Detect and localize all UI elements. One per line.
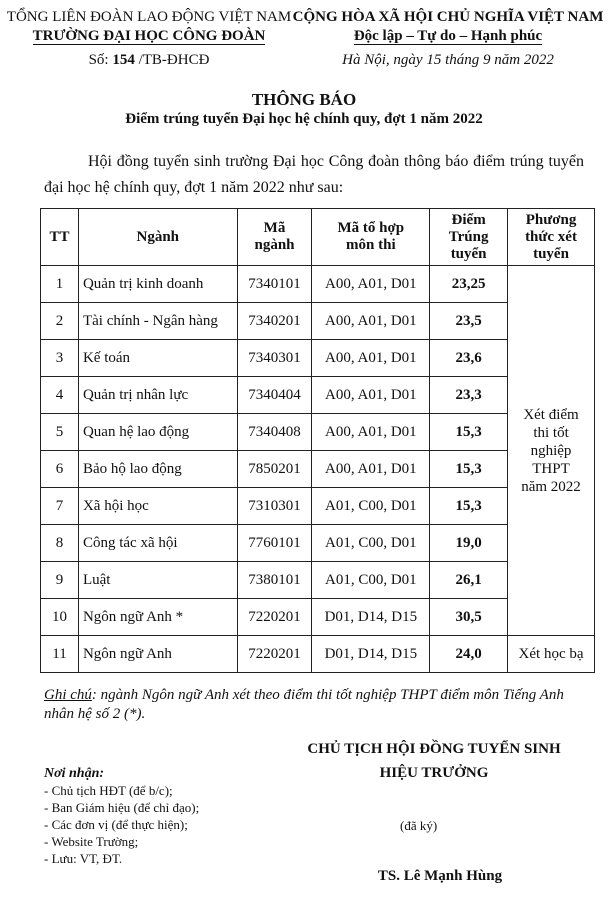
table-row bbox=[41, 636, 595, 673]
issue-date: Hà Nội, ngày 15 tháng 9 năm 2022 bbox=[342, 52, 554, 68]
footnote-text: : ngành Ngôn ngữ Anh xét theo điểm thi tốt nghiệp THPT điểm môn Tiếng Anh nhân hệ số 2 (*). bbox=[44, 687, 564, 722]
document-subtitle: Điểm trúng tuyển Đại học hệ chính quy, đợt 1 năm 2022 bbox=[125, 111, 483, 127]
cell-major: Ngôn ngữ Anh * bbox=[78, 599, 237, 636]
cell-score: 23,25 bbox=[430, 266, 508, 303]
cell-code: 7340404 bbox=[237, 377, 312, 414]
cell-score: 15,3 bbox=[430, 488, 508, 525]
cell-code: 7760101 bbox=[237, 525, 312, 562]
cell-major: Quản trị nhân lực bbox=[78, 377, 237, 414]
cell-combo: A00, A01, D01 bbox=[312, 377, 430, 414]
cell-combo: A00, A01, D01 bbox=[312, 451, 430, 488]
cell-tt: 10 bbox=[41, 599, 79, 636]
cell-tt: 1 bbox=[41, 266, 79, 303]
cell-tt: 3 bbox=[41, 340, 79, 377]
cell-score: 15,3 bbox=[430, 451, 508, 488]
cell-combo: D01, D14, D15 bbox=[312, 636, 430, 673]
header-tt: TT bbox=[41, 209, 79, 266]
issuer-name: TRƯỜNG ĐẠI HỌC CÔNG ĐOÀN bbox=[32, 28, 266, 44]
cell-code: 7310301 bbox=[237, 488, 312, 525]
footnote-label: Ghi chú bbox=[44, 687, 92, 703]
cell-combo: A01, C00, D01 bbox=[312, 488, 430, 525]
cell-major: Ngôn ngữ Anh bbox=[78, 636, 237, 673]
cell-combo: A01, C00, D01 bbox=[312, 525, 430, 562]
cell-combo: A00, A01, D01 bbox=[312, 266, 430, 303]
national-motto-block bbox=[292, 8, 604, 70]
cell-score: 23,3 bbox=[430, 377, 508, 414]
recipient-item: - Các đơn vị (để thực hiện); bbox=[44, 817, 188, 832]
cell-code: 7340101 bbox=[237, 266, 312, 303]
cell-code: 7380101 bbox=[237, 562, 312, 599]
signature-title-block bbox=[276, 737, 592, 785]
admission-scores-table bbox=[40, 208, 595, 673]
recipient-item: - Ban Giám hiệu (để chỉ đạo); bbox=[44, 800, 200, 815]
doc-number: Số: 154 /TB-ĐHCĐ bbox=[88, 52, 210, 68]
header-combo: Mã tổ hợp môn thi bbox=[312, 209, 430, 266]
cell-tt: 7 bbox=[41, 488, 79, 525]
cell-major: Kế toán bbox=[78, 340, 237, 377]
country-name: CỘNG HÒA XÃ HỘI CHỦ NGHĨA VIỆT NAM bbox=[292, 9, 604, 25]
cell-major: Luật bbox=[78, 562, 237, 599]
table-header-row bbox=[41, 209, 595, 266]
recipients-label: Nơi nhận: bbox=[44, 766, 105, 781]
cell-score: 15,3 bbox=[430, 414, 508, 451]
signed-mark: (đã ký) bbox=[400, 818, 438, 833]
cell-major: Xã hội học bbox=[78, 488, 237, 525]
cell-score: 30,5 bbox=[430, 599, 508, 636]
cell-method-thpt: Xét điểm thi tốt nghiệp THPT năm 2022 bbox=[508, 266, 595, 636]
motto: Độc lập – Tự do – Hạnh phúc bbox=[353, 28, 543, 44]
cell-tt: 8 bbox=[41, 525, 79, 562]
footnote bbox=[44, 686, 594, 724]
header-method: Phương thức xét tuyển bbox=[508, 209, 595, 266]
cell-major: Tài chính - Ngân hàng bbox=[78, 303, 237, 340]
issuer-block bbox=[0, 8, 298, 70]
cell-code: 7220201 bbox=[237, 599, 312, 636]
cell-method-transcript: Xét học bạ bbox=[508, 636, 595, 673]
intro-paragraph: Hội đồng tuyển sinh trường Đại học Công đoàn thông báo điểm trúng tuyển đại học hệ chính quy, đợt 1 năm 2022 như sau: bbox=[44, 153, 584, 196]
document-title: THÔNG BÁO bbox=[251, 90, 357, 109]
cell-tt: 6 bbox=[41, 451, 79, 488]
table-row bbox=[41, 266, 595, 303]
cell-tt: 11 bbox=[41, 636, 79, 673]
cell-major: Bảo hộ lao động bbox=[78, 451, 237, 488]
cell-combo: A00, A01, D01 bbox=[312, 303, 430, 340]
cell-score: 23,6 bbox=[430, 340, 508, 377]
recipient-item: - Website Trường; bbox=[44, 834, 139, 849]
cell-tt: 9 bbox=[41, 562, 79, 599]
signature-title-line2: HIỆU TRƯỞNG bbox=[379, 765, 489, 781]
recipients-block bbox=[44, 765, 199, 867]
cell-code: 7340408 bbox=[237, 414, 312, 451]
cell-tt: 2 bbox=[41, 303, 79, 340]
cell-combo: D01, D14, D15 bbox=[312, 599, 430, 636]
cell-code: 7340301 bbox=[237, 340, 312, 377]
cell-code: 7340201 bbox=[237, 303, 312, 340]
recipient-item: - Lưu: VT, ĐT. bbox=[44, 851, 123, 866]
cell-combo: A01, C00, D01 bbox=[312, 562, 430, 599]
signature-title-line1: CHỦ TỊCH HỘI ĐỒNG TUYỂN SINH bbox=[307, 741, 561, 757]
cell-score: 19,0 bbox=[430, 525, 508, 562]
cell-combo: A00, A01, D01 bbox=[312, 340, 430, 377]
cell-score: 26,1 bbox=[430, 562, 508, 599]
cell-combo: A00, A01, D01 bbox=[312, 414, 430, 451]
recipient-item: - Chủ tịch HĐT (để b/c); bbox=[44, 783, 173, 798]
cell-major: Quan hệ lao động bbox=[78, 414, 237, 451]
cell-code: 7850201 bbox=[237, 451, 312, 488]
cell-tt: 4 bbox=[41, 377, 79, 414]
cell-score: 23,5 bbox=[430, 303, 508, 340]
cell-major: Công tác xã hội bbox=[78, 525, 237, 562]
cell-code: 7220201 bbox=[237, 636, 312, 673]
issuer-parent: TỔNG LIÊN ĐOÀN LAO ĐỘNG VIỆT NAM bbox=[6, 9, 292, 25]
signer-name: TS. Lê Mạnh Hùng bbox=[377, 868, 503, 884]
cell-score: 24,0 bbox=[430, 636, 508, 673]
header-code: Mã ngành bbox=[237, 209, 312, 266]
cell-major: Quản trị kinh doanh bbox=[78, 266, 237, 303]
header-score: Điểm Trúng tuyển bbox=[430, 209, 508, 266]
header-major: Ngành bbox=[78, 209, 237, 266]
cell-tt: 5 bbox=[41, 414, 79, 451]
